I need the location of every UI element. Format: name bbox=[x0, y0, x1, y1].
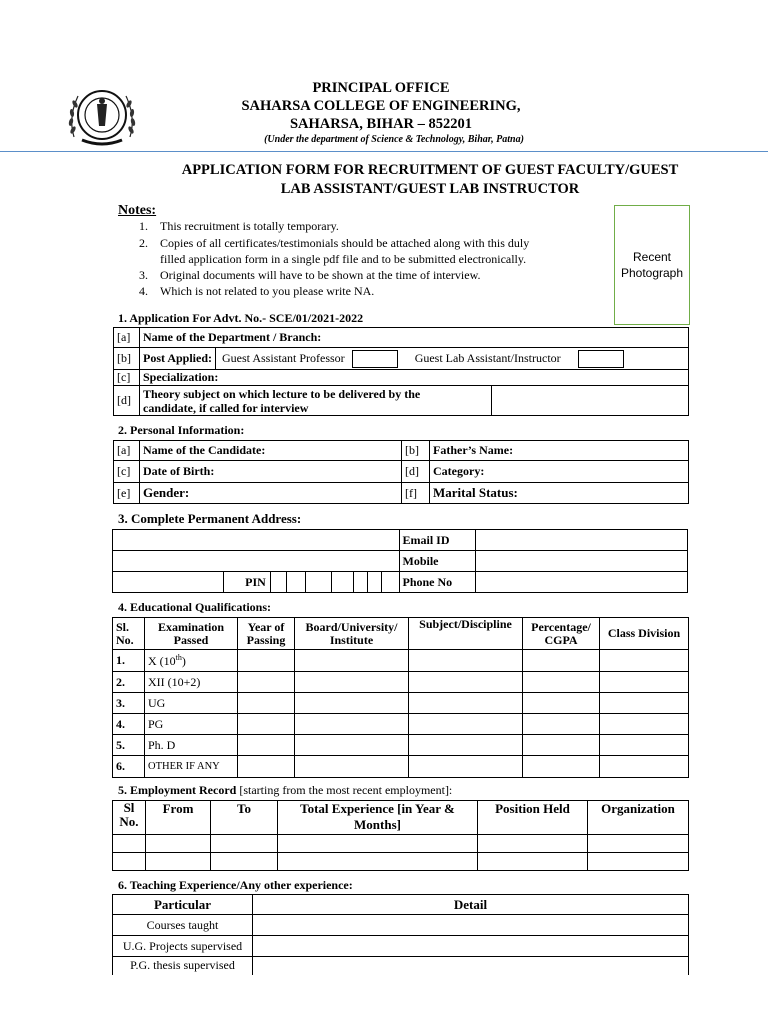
cell-input[interactable] bbox=[523, 735, 600, 756]
phone-input[interactable] bbox=[475, 572, 687, 593]
cell-input[interactable] bbox=[588, 835, 689, 853]
pin-digit-5[interactable] bbox=[354, 572, 368, 593]
pin-label: PIN bbox=[223, 572, 270, 593]
col-header: Position Held bbox=[478, 801, 588, 835]
table-row bbox=[113, 714, 689, 735]
particular-label: P.G. thesis supervised bbox=[113, 957, 253, 975]
notes-title: Notes: bbox=[118, 203, 157, 218]
exam-name: OTHER IF ANY bbox=[145, 756, 238, 778]
pin-digit-4[interactable] bbox=[332, 572, 354, 593]
photo-label-line2: Photograph bbox=[620, 266, 684, 280]
col-header: Percentage/ CGPA bbox=[523, 618, 600, 650]
photo-box[interactable] bbox=[614, 205, 690, 325]
phone-label: Phone No bbox=[399, 572, 475, 593]
cell-input[interactable] bbox=[238, 756, 295, 778]
glai-checkbox[interactable] bbox=[578, 350, 624, 368]
cell-input[interactable] bbox=[409, 693, 523, 714]
table-row bbox=[113, 957, 689, 975]
cell-input[interactable] bbox=[295, 756, 409, 778]
section2-table bbox=[113, 440, 689, 504]
particular-label: Courses taught bbox=[113, 915, 253, 936]
note-num: 2. bbox=[139, 236, 148, 250]
cell-input[interactable] bbox=[146, 835, 211, 853]
office-heading: PRINCIPAL OFFICE bbox=[312, 80, 450, 96]
cell-input[interactable] bbox=[238, 650, 295, 672]
table-row bbox=[113, 936, 689, 957]
pin-spacer bbox=[382, 572, 399, 593]
cell-input[interactable] bbox=[600, 672, 689, 693]
theory-subject-input[interactable] bbox=[492, 386, 689, 416]
exam-close: ) bbox=[181, 653, 186, 668]
cell-input[interactable] bbox=[600, 650, 689, 672]
cell-input[interactable] bbox=[600, 714, 689, 735]
row-key: [c] bbox=[114, 461, 140, 483]
row-key: [a] bbox=[114, 328, 140, 348]
cell-input[interactable] bbox=[523, 650, 600, 672]
section4-title: 4. Educational Qualifications: bbox=[118, 600, 272, 614]
pin-digit-2[interactable] bbox=[286, 572, 305, 593]
cell-input[interactable] bbox=[409, 756, 523, 778]
pin-digit-3[interactable] bbox=[305, 572, 331, 593]
cell-input[interactable] bbox=[295, 714, 409, 735]
col-header: Detail bbox=[253, 895, 689, 915]
mobile-label: Mobile bbox=[399, 551, 475, 572]
note-num: 3. bbox=[139, 268, 148, 282]
education-table bbox=[112, 617, 689, 778]
cell-input[interactable] bbox=[113, 835, 146, 853]
department-note: (Under the department of Science & Technology, Bihar, Patna) bbox=[264, 134, 524, 145]
col-header: To bbox=[211, 801, 278, 835]
note-item: Which is not related to you please write NA. bbox=[160, 284, 375, 298]
department-field[interactable] bbox=[140, 328, 689, 348]
cell-input[interactable] bbox=[523, 672, 600, 693]
table-row bbox=[113, 650, 689, 672]
cell-input[interactable] bbox=[295, 735, 409, 756]
college-name: SAHARSA COLLEGE OF ENGINEERING, bbox=[241, 98, 521, 114]
cell-input[interactable] bbox=[523, 714, 600, 735]
gender-field[interactable] bbox=[140, 483, 402, 504]
cell-input[interactable] bbox=[295, 650, 409, 672]
exam-name: XII (10+2) bbox=[145, 672, 238, 693]
col-header: From bbox=[146, 801, 211, 835]
section5-title-bold: 5. Employment Record bbox=[118, 783, 237, 797]
exam-name: UG bbox=[145, 693, 238, 714]
post-applied-row bbox=[140, 348, 689, 370]
exam-sup: th bbox=[175, 652, 182, 662]
department-label: Name of the Department / Branch: bbox=[143, 330, 322, 344]
cell-input[interactable] bbox=[409, 650, 523, 672]
candidate-name-label: Name of the Candidate: bbox=[143, 443, 266, 457]
header-rule bbox=[0, 151, 768, 152]
row-key: [e] bbox=[114, 483, 140, 504]
section3-title: 3. Complete Permanent Address: bbox=[118, 511, 302, 526]
section5-title bbox=[118, 783, 452, 798]
row-key: [d] bbox=[114, 386, 140, 416]
cell-input[interactable] bbox=[278, 853, 478, 871]
mobile-input[interactable] bbox=[475, 551, 687, 572]
col-header: Examination Passed bbox=[145, 618, 238, 650]
marital-status-label: Marital Status: bbox=[433, 485, 518, 500]
section3-table bbox=[112, 529, 688, 593]
post-applied-label: Post Applied: bbox=[140, 348, 216, 369]
dob-label: Date of Birth: bbox=[143, 464, 215, 478]
post-option-glai: Guest Lab Assistant/Instructor bbox=[414, 351, 561, 365]
row-key: [c] bbox=[114, 370, 140, 386]
sl-no: 3. bbox=[113, 693, 145, 714]
cell-input[interactable] bbox=[478, 853, 588, 871]
sl-no: 6. bbox=[113, 756, 145, 778]
candidate-name-field[interactable] bbox=[140, 441, 402, 461]
cell-input[interactable] bbox=[278, 835, 478, 853]
cell-input[interactable] bbox=[295, 672, 409, 693]
address-line3-input[interactable] bbox=[113, 572, 224, 593]
sl-no: 5. bbox=[113, 735, 145, 756]
cell-input[interactable] bbox=[211, 835, 278, 853]
cell-input[interactable] bbox=[211, 853, 278, 871]
detail-input[interactable] bbox=[253, 957, 689, 975]
cell-input[interactable] bbox=[588, 853, 689, 871]
photo-label-line1: Recent bbox=[632, 250, 672, 264]
cell-input[interactable] bbox=[409, 672, 523, 693]
post-option-gap: Guest Assistant Professor bbox=[222, 351, 345, 365]
form-title-line1: APPLICATION FORM FOR RECRUITMENT OF GUEST FACULTY/GUEST bbox=[181, 162, 679, 178]
note-item: Copies of all certificates/testimonials should be attached along with this duly bbox=[160, 236, 530, 250]
exam-text: X (10 bbox=[148, 653, 176, 668]
table-row bbox=[113, 835, 689, 853]
table-row bbox=[113, 735, 689, 756]
section5-title-rest: [starting from the most recent employment]: bbox=[236, 783, 453, 797]
row-key: [b] bbox=[402, 441, 430, 461]
email-input[interactable] bbox=[475, 530, 687, 551]
theory-subject-label bbox=[140, 386, 492, 416]
note-num: 1. bbox=[139, 219, 148, 233]
cell-input[interactable] bbox=[409, 714, 523, 735]
exam-name: Ph. D bbox=[145, 735, 238, 756]
cell-input[interactable] bbox=[600, 693, 689, 714]
detail-input[interactable] bbox=[253, 936, 689, 957]
gender-label: Gender: bbox=[143, 485, 190, 500]
particular-label: U.G. Projects supervised bbox=[113, 936, 253, 957]
pin-digit-1[interactable] bbox=[270, 572, 286, 593]
sl-no: 1. bbox=[113, 650, 145, 672]
col-header: Total Experience [in Year & Months] bbox=[278, 801, 478, 835]
col-header: Sl No. bbox=[113, 801, 146, 835]
table-row bbox=[113, 693, 689, 714]
col-header: Year of Passing bbox=[238, 618, 295, 650]
father-name-label: Father’s Name: bbox=[433, 443, 514, 457]
col-header: Board/University/ Institute bbox=[295, 618, 409, 650]
col-header: Subject/Discipline bbox=[409, 618, 523, 650]
section1-table bbox=[113, 327, 689, 416]
college-address: SAHARSA, BIHAR – 852201 bbox=[289, 116, 473, 132]
cell-input[interactable] bbox=[238, 693, 295, 714]
gap-checkbox[interactable] bbox=[352, 350, 398, 368]
address-line1-input[interactable] bbox=[113, 530, 400, 551]
theory-subject-label-line1: Theory subject on which lecture to be delivered by the bbox=[143, 386, 421, 401]
note-num: 4. bbox=[139, 284, 148, 298]
cell-input[interactable] bbox=[238, 672, 295, 693]
cell-input[interactable] bbox=[113, 853, 146, 871]
section6-title: 6. Teaching Experience/Any other experience: bbox=[118, 878, 353, 892]
note-item: filled application form in a single pdf file and to be submitted electronically. bbox=[160, 252, 527, 266]
table-row bbox=[113, 756, 689, 778]
col-header: Organization bbox=[588, 801, 689, 835]
cell-input[interactable] bbox=[238, 714, 295, 735]
pin-digit-6[interactable] bbox=[368, 572, 382, 593]
exam-name bbox=[145, 650, 238, 672]
sl-no: 4. bbox=[113, 714, 145, 735]
col-header: Sl. No. bbox=[113, 618, 145, 650]
address-line2-input[interactable] bbox=[113, 551, 400, 572]
father-name-field[interactable] bbox=[430, 441, 689, 461]
detail-input[interactable] bbox=[253, 915, 689, 936]
row-key: [d] bbox=[402, 461, 430, 483]
theory-subject-label-line2: candidate, if called for interview bbox=[143, 400, 309, 415]
email-label: Email ID bbox=[399, 530, 475, 551]
section1-title: 1. Application For Advt. No.- SCE/01/2021-2022 bbox=[118, 311, 364, 325]
cell-input[interactable] bbox=[600, 756, 689, 778]
specialization-field[interactable] bbox=[140, 370, 689, 386]
table-row bbox=[113, 853, 689, 871]
row-key: [a] bbox=[114, 441, 140, 461]
table-row bbox=[113, 915, 689, 936]
cell-input[interactable] bbox=[478, 835, 588, 853]
table-row bbox=[113, 672, 689, 693]
sl-no: 2. bbox=[113, 672, 145, 693]
cell-input[interactable] bbox=[523, 693, 600, 714]
cell-input[interactable] bbox=[146, 853, 211, 871]
col-header: Particular bbox=[113, 895, 253, 915]
section2-title: 2. Personal Information: bbox=[118, 423, 245, 437]
specialization-label: Specialization: bbox=[143, 370, 219, 384]
col-header: Class Division bbox=[600, 618, 689, 650]
cell-input[interactable] bbox=[523, 756, 600, 778]
category-label: Category: bbox=[433, 464, 485, 478]
row-key: [f] bbox=[402, 483, 430, 504]
form-title-line2: LAB ASSISTANT/GUEST LAB INSTRUCTOR bbox=[280, 181, 580, 197]
teaching-table bbox=[112, 894, 689, 975]
cell-input[interactable] bbox=[409, 735, 523, 756]
dob-field[interactable] bbox=[140, 461, 402, 483]
employment-table bbox=[112, 800, 689, 871]
row-key: [b] bbox=[114, 348, 140, 370]
marital-status-field[interactable] bbox=[430, 483, 689, 504]
cell-input[interactable] bbox=[600, 735, 689, 756]
cell-input[interactable] bbox=[295, 693, 409, 714]
category-field[interactable] bbox=[430, 461, 689, 483]
cell-input[interactable] bbox=[238, 735, 295, 756]
exam-name: PG bbox=[145, 714, 238, 735]
note-item: Original documents will have to be shown at the time of interview. bbox=[160, 268, 481, 282]
note-item: This recruitment is totally temporary. bbox=[160, 219, 339, 233]
